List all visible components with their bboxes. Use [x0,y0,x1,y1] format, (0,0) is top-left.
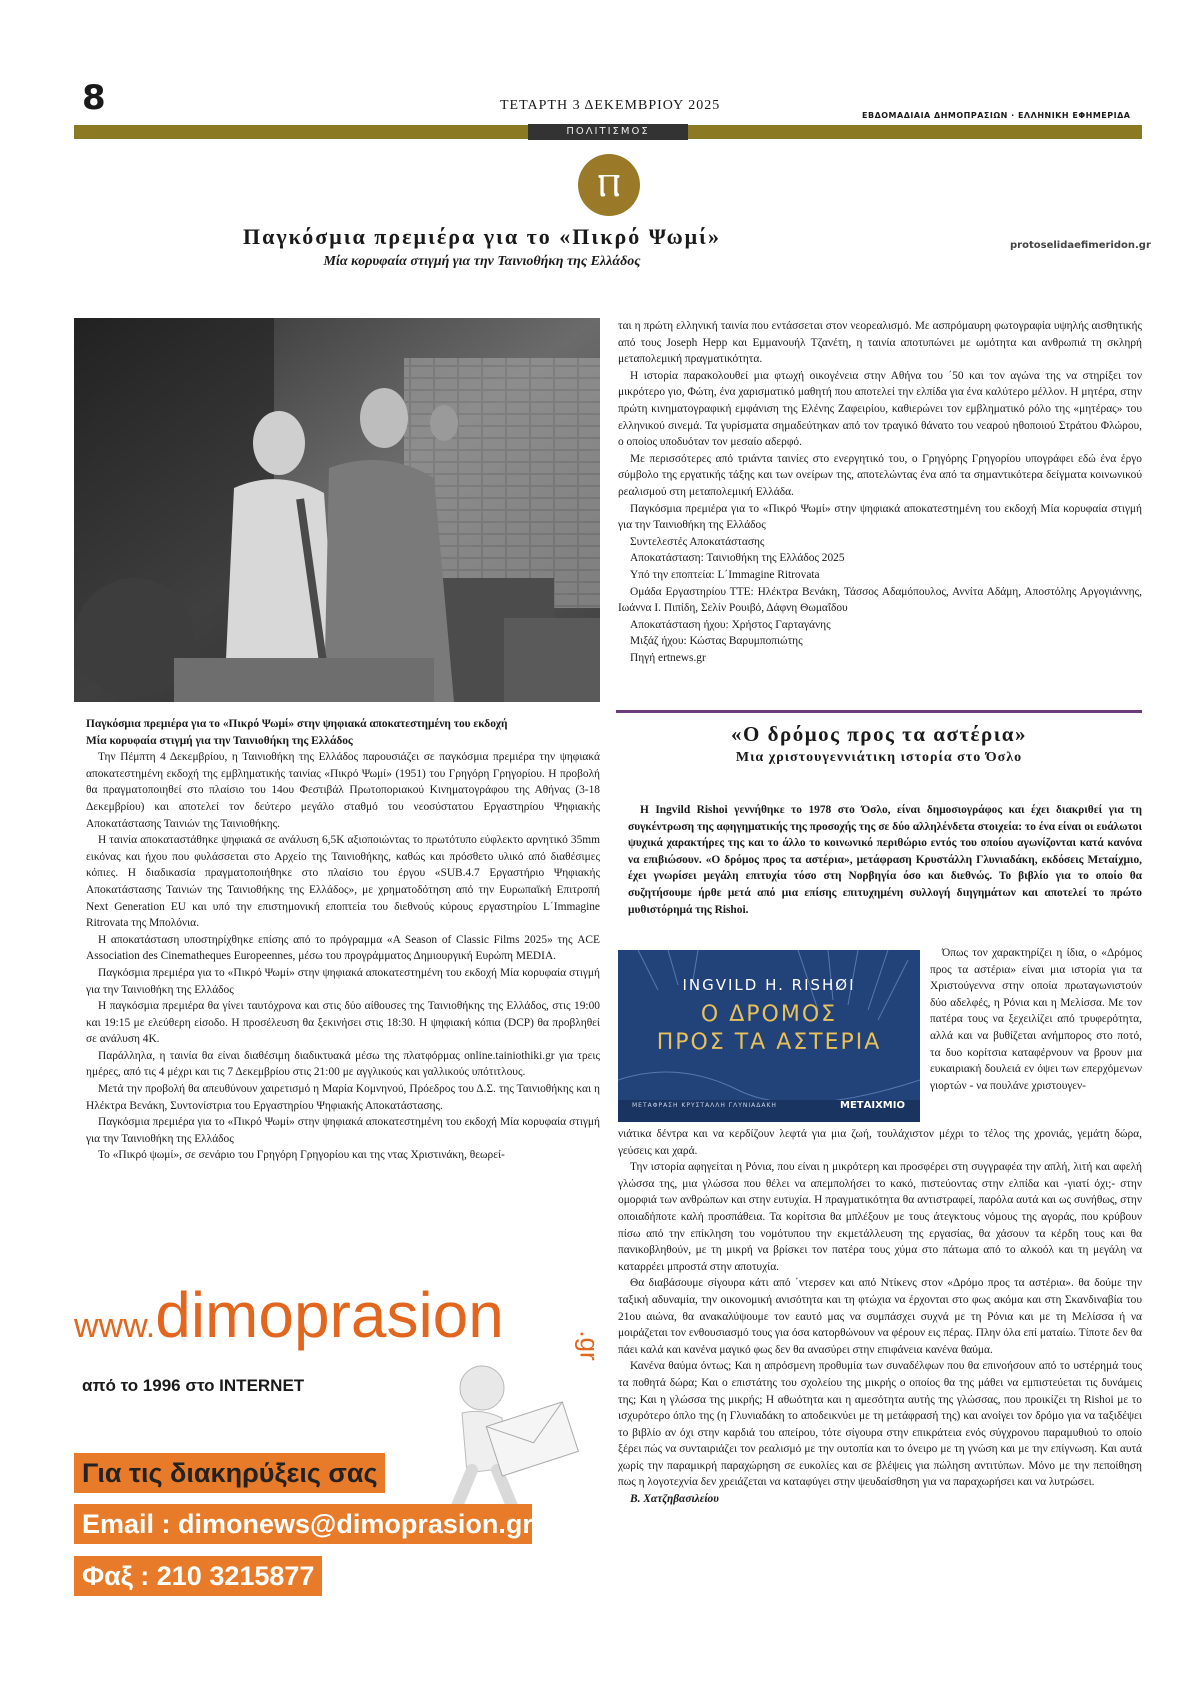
paragraph: Παγκόσμια πρεμιέρα για το «Πικρό Ψωμί» στην ψηφιακά αποκατεστημένη του εκδοχή Μία κορυφαία στιγμή για την Ταινιοθήκη της Ελλάδος [86,1116,600,1145]
paragraph: ται η πρώτη ελληνική ταινία που εντάσσεται στον νεορεαλισμό. Με ασπρόμαυρη φωτογραφία υψηλής αισθητικής από τους Joseph Hepp και Εμμανουήλ Τζανέτη, η ταινία αποτυπώνει με ωμότητα και ανθρωπιά τη σκληρή μεταπολεμική πραγματικότητα. [618,320,1142,366]
book-translator: ΜΕΤΑΦΡΑΣΗ ΚΡΥΣΤΑΛΛΗ ΓΛΥΝΙΑΔΑΚΗ [632,1102,777,1109]
ad-since: από το 1996 στο INTERNET [82,1376,305,1395]
article1-right-column [618,318,1142,666]
masthead: ΕΒΔΟΜΑΔΙΑΙΑ ΔΗΜΟΠΡΑΣΙΩΝ · ΕΛΛΗΝΙΚΗ ΕΦΗΜΕΡΙΔΑ [862,111,1131,120]
paragraph: Με περισσότερες από τριάντα ταινίες στο ενεργητικό του, ο Γρηγόρης Γρηγορίου υπογράφει εδώ ένα έργο σύμβολο της εργατικής τάξης και των ονείρων της, αποτελώντας ένα από τα σημαντικότερα δείγματα κοινωνικού ρεαλισμού στη μεταπολεμική Ελλάδα. [618,452,1142,498]
book-title-line2: ΠΡΟΣ ΤΑ ΑΣΤΕΡΙΑ [656,1030,882,1055]
paragraph: Μετά την προβολή θα απευθύνουν χαιρετισμό η Μαρία Κομνηνού, Πρόεδρος του Δ.Σ. της Ταινιοθήκης και η Ηλέκτρα Βενάκη, Συντονίστρια του Εργαστηρίου Ψηφιακής Αποκατάστασης. [86,1083,600,1112]
paragraph: Παγκόσμια πρεμιέρα για το «Πικρό Ψωμί» στην ψηφιακά αποκατεστημένη του εκδοχή Μία κορυφαία στιγμή για την Ταινιοθήκη της Ελλάδος [618,502,1142,532]
ad-brand: dimoprasion [155,1279,504,1351]
credits-line: Ομάδα Εργαστηρίου ΤΤΕ: Ηλέκτρα Βενάκη, Τάσσος Αδαμόπουλος, Αννίτα Αδάμη, Αποστόλης Αργογιάννης, Ιωάννα Ι. Πιπίδη, Σελίν Ρουιβό, Δάφνη Θωμαΐδου [618,585,1142,615]
credits-line: Μιξάζ ήχου: Κώστας Βαρυμποπιώτης [630,635,803,648]
ad-www: www. [74,1307,156,1345]
paragraph: Την ιστορία αφηγείται η Ρόνια, που είναι η μικρότερη και προσφέρει στη συγγραφέα την απλή, λιτή και αφελή γλώσσα της, μια γλώσσα που θέλει να απεμπολήσει το κακό, πιστεύοντας στην ελπίδα και -γιατί όχι;- στην ομορφιά των ανθρώπων και στην ευτυχία. Η πραγματικότητα θα αντιστραφεί, παρόλα αυτά και ως συνήθως, στην οποιαδήποτε καλή προσπάθεια. Τα κορίτσια θα μπλέξουν με τους άτεγκτους νόμους της αγοράς, που κρύβουν πίσω από την επίκληση του νομότυπου την εκμετάλλευση της εργασίας, θα χάσουν τα κέρδη τους και θα πανικοβληθούν, με τη μικρή να βρίσκει τον πατέρα τους χύμα στο πάτωμα από το αλκοόλ και τη μεγάλη να καταρρέει μπροστά στην αποτυχία. [618,1161,1142,1273]
paragraph: Η ιστορία παρακολουθεί μια φτωχή οικογένεια στην Αθήνα του ΄50 και τον αγώνα της να στηρίξει τον μικρότερο γιο, Φώτη, ένα χαρισματικό μαθητή που αποτελεί την ελπίδα για ένα καλύτερο μέλλον. Η μητέρα, στην πρώτη κινηματογραφική εμφάνιση της Ελένης Ζαφειρίου, καθιερώνει τον εμβληματικό ρόλο της «μητέρας» του ελληνικού σινεμά. Τα γυρίσματα σημαδεύτηκαν από τον τραγικό θάνατο του νεαρού ηθοποιού Στράτου Φλώρου, ο οποίος υποδυόταν τον μεσαίο αδερφό. [618,369,1142,449]
column-logo-icon [578,154,640,216]
article2-title: «Ο δρόμος προς τα αστέρια» [730,722,1027,746]
article-author: Β. Χατζηβασιλείου [630,1493,719,1506]
paragraph: Την Πέμπτη 4 Δεκεμβρίου, η Ταινιοθήκη της Ελλάδος παρουσιάζει σε παγκόσμια πρεμιέρα την ψηφιακά αποκατεστημένη εκδοχή της εμβληματικής ταινίας «Πικρό Ψωμί» (1951) του Γρηγόρη Γρηγορίου. Η προβολή θα πραγματοποιηθεί στο πλαίσιο του 14ου Φεστιβάλ Πρωτοποριακού Κινηματογράφου της Αθήνας (3-18 Δεκεμβρίου) και αποτελεί τον δεύτερο μεγάλο σταθμό του νεοσύστατου Εργαστηρίου Ψηφιακής Αποκατάστασης Ταινιών της Ταινιοθήκης. [86,751,600,830]
dimoprasion-advertisement [74,1278,605,1608]
ad-url [74,1278,504,1352]
book-title-line1: Ο ΔΡΟΜΟΣ [700,1002,838,1027]
section-label: ΠΟΛΙΤΙΣΜΟΣ [528,124,688,140]
article2-subtitle: Μια χριστουγεννιάτικη ιστορία στο Όσλο [735,750,1023,765]
paragraph: Η παγκόσμια πρεμιέρα θα γίνει ταυτόχρονα και στις δύο αίθουσες της Ταινιοθήκης της Ελλάδος, στις 19:00 και 19:15 με ελεύθερη είσοδο. Η προσέλευση θα ξεκινήσει στις 18:30. Η ψηφιακή κόπια (DCP) θα προβληθεί σε ανάλυση 4K. [86,1000,600,1046]
lead-paragraph: Η Ingvild Rishoi γεννήθηκε το 1978 στο Όσλο, είναι δημοσιογράφος και έχει διακριθεί για τη συγκέντρωση της αφηγηματικής της προσοχής της σε δύο αλληλένδετα στοιχεία: το ένα είναι οι ευάλωτοι ψυχικά χαρακτήρες της και το άλλο το κοινωνικό περιθώριο εντός του οποίου αγωνίζονται κατά κανόνα να επιβιώσουν. «Ο δρόμος προς τα αστέρια», μετάφραση Κρυστάλλη Γλυνιαδάκη, εκδόσεις Μεταίχμιο, έχει γνωρίσει μεγάλη επιτυχία τόσο στη Νορβηγία όσο και διεθνώς. Το βιβλίο για το οποίο θα συζητήσουμε ήρθε μετά από μια επίσης επιτυχημένη συλλογή διηγημάτων και αποτελεί το πρώτο μυθιστόρημά της Rishoi. [628,804,1142,916]
paragraph: Η ταινία αποκαταστάθηκε ψηφιακά σε ανάλυση 6,5K αξιοποιώντας το πρωτότυπο εύφλεκτο αρνητικό 35mm εικόνας και ήχου που φυλάσσεται στο Αρχείο της Ταινιοθήκης, καθώς και πρόσθετο υλικό από διαθέσιμες κόπιες. Η διαδικασία πραγματοποιήθηκε στο πλαίσιο του έργου «SUB.4.7 Εργαστήριο Ψηφιακής Αποκατάστασης Ταινιών της Ταινιοθήκης της Ελλάδος», με χρηματοδότηση από την Ευρωπαϊκή Επιτροπή Next Generation EU και υπό την επιστημονική εποπτεία του διεθνούς κύρους εργαστηρίου L΄Immagine Ritrovata της Μπολόνια. [86,834,600,930]
photo-caption: Παγκόσμια πρεμιέρα για το «Πικρό Ψωμί» στην ψηφιακά αποκατεστημένη του εκδοχή [86,718,508,730]
logo-glyph: Ⲡ [597,166,621,204]
paragraph: Η αποκατάσταση υποστηρίχθηκε επίσης από το πρόγραμμα «A Season of Classic Films 2025» της ACE Association des Cinematheques Europeennes, μέσω του προγράμματος Δημιουργική Ευρώπη MEDIA. [86,933,600,963]
book-author: INGVILD H. RISHØI [682,976,856,994]
paragraph: Παράλληλα, η ταινία θα είναι διαθέσιμη διαδικτυακά μέσω της πλατφόρμας online.tainiothiki.gr για τρεις ημέρες, από τις 4 μέχρι και τις 7 Δεκεμβρίου στις 21:00 με αγγλικούς και γαλλικούς υπότιτλους. [86,1049,600,1079]
paragraph: Κανένα θαύμα όντως; Και η απρόσμενη προθυμία των συναδέλφων που θα επινοήσουν από το υστέρημά τους τα ποθητά δώρα; Και ο επιστάτης του σχολείου της μικρής ο οποίος θα της μάθει να εμπιστεύεται τις δυνάμεις της; Και η γλώσσα της μικρής; Η αθωότητα και η αμεσότητα αυτής της γλώσσας, που προικίζει τη Rishoi με το ισχυρότερο όπλο της (η Γλυνιαδάκη το αποδεικνύει με τη μετάφρασή της) και ανοίγει τον δρόμο για να ταξιδέψει το βιβλίο αν όχι στην καρδιά του απείρου, τότε σίγουρα στην επικράτεια ενός σύγχρονου παραμυθιού το οποίο ξέρει πώς να συνταιριάζει τον ρεαλισμό με την ουτοπία και το όνειρο με τη γνώση και με την επίγνωση. Και αυτά χωρίς την παραμικρή παραχώρηση σε ευκολίες και σε βλέψεις για πώληση αντιτύπων. Μόνο με την πεποίθηση πως η λογοτεχνία δεν χρειάζεται να καταφύγει στην ψευδαίσθηση για να παραχωρήσει και να λυτρώσει. [618,1360,1142,1489]
credits-line: Υπό την εποπτεία: L΄Immagine Ritrovata [630,568,820,581]
paragraph: Παγκόσμια πρεμιέρα για το «Πικρό Ψωμί» στην ψηφιακά αποκατεστημένη του εκδοχή Μία κορυφαία στιγμή για την Ταινιοθήκη της Ελλάδος [86,966,600,996]
film-still-photo [74,318,600,702]
credits-line: Αποκατάσταση ήχου: Χρήστος Γαρταγάνης [630,618,831,631]
ad-tender-line: Για τις διακηρύξεις σας [74,1453,385,1493]
page-number: 8 [82,78,106,118]
credits-line: Πηγή ertnews.gr [630,651,706,664]
book-cover [618,950,920,1122]
mascot-envelope-icon [422,1358,592,1528]
article2-wrap-text [930,945,1142,1094]
article-divider [616,710,1142,713]
paragraph: νιάτικα δέντρα και να κερδίζουν λεφτά για μια ζωή, τουλάχιστον μέχρι το τέλος της χρονιάς, γεμάτη δώρα, γεύσεις και χαρά. [618,1128,1142,1157]
issue-date: ΤΕΤΑΡΤΗ 3 ΔΕΚΕΜΒΡΙΟΥ 2025 [500,98,721,113]
article1-left-column [86,716,600,1164]
ad-email-line: Email : dimonews@dimoprasion.gr [74,1504,532,1544]
article-title: Παγκόσμια πρεμιέρα για το «Πικρό Ψωμί» [243,224,721,249]
article-subtitle: Μία κορυφαία στιγμή για την Ταινιοθήκη της Ελλάδος [323,254,641,269]
paragraph: Όπως τον χαρακτηρίζει η ίδια, ο «Δρόμος προς τα αστέρια» είναι μια ιστορία για τα Χριστούγεννα στην οποία πρωταγωνιστούν δύο αδελφές, η Ρόνια και η Μελίσσα. Με τον πατέρα τους να ξεχειλίζει από τρυφερότητα, αλλά και να βυθίζεται ανήμπορος στο ποτό, τα δυο κορίτσια καταφέρνουν να βρουν μια ευκαιριακή δουλειά εν όψει των επερχόμενων γιορτών - να πουλάνε χριστουγεν- [930,947,1142,1092]
ad-fax-line: Φαξ : 210 3215877 [74,1556,322,1596]
book-publisher: ΜΕΤΑΙΧΜΙΟ [840,1100,905,1111]
paragraph: Το «Πικρό ψωμί», σε σενάριο του Γρηγόρη Γρηγορίου και της ντας Χριστινάκη, θεωρεί- [98,1149,505,1162]
credits-line: Αποκατάσταση: Ταινιοθήκη της Ελλάδος 2025 [630,552,845,565]
article2-body [618,1126,1142,1508]
ad-tld: .gr [574,1330,605,1361]
source-site: protoselidaefimeridon.gr [1010,240,1151,251]
credits-line: Συντελεστές Αποκατάστασης [630,535,765,548]
article2-lead [628,802,1142,918]
paragraph: Θα διαβάσουμε σίγουρα κάτι από ΄ντερσεν και από Ντίκενς στον «Δρόμο προς τα αστέρια». θα δούμε την ταξική αδυναμία, την οικονομική ανισότητα και τη φτώχια να έρχονται στο φως ακόμα και στη Σκανδιναβία του 21ου αιώνα, θα ανακαλύψουμε τον εαυτό μας να συμπάσχει συχνά με τη Ρόνια και με τη Μελίσσα ή να μοιράζεται τον ενθουσιασμό τους για όσα κατορθώνουν να φέρουν εις πέρας. Πλην όλα επί ματαίω. Τίποτε δεν θα πάει καλά και κανένα μαγικό φως δεν θα ανασύρει στην επιφάνεια κανένα θαύμα. [618,1277,1142,1356]
photo-caption-line2: Μία κορυφαία στιγμή για την Ταινιοθήκη της Ελλάδος [86,734,353,747]
